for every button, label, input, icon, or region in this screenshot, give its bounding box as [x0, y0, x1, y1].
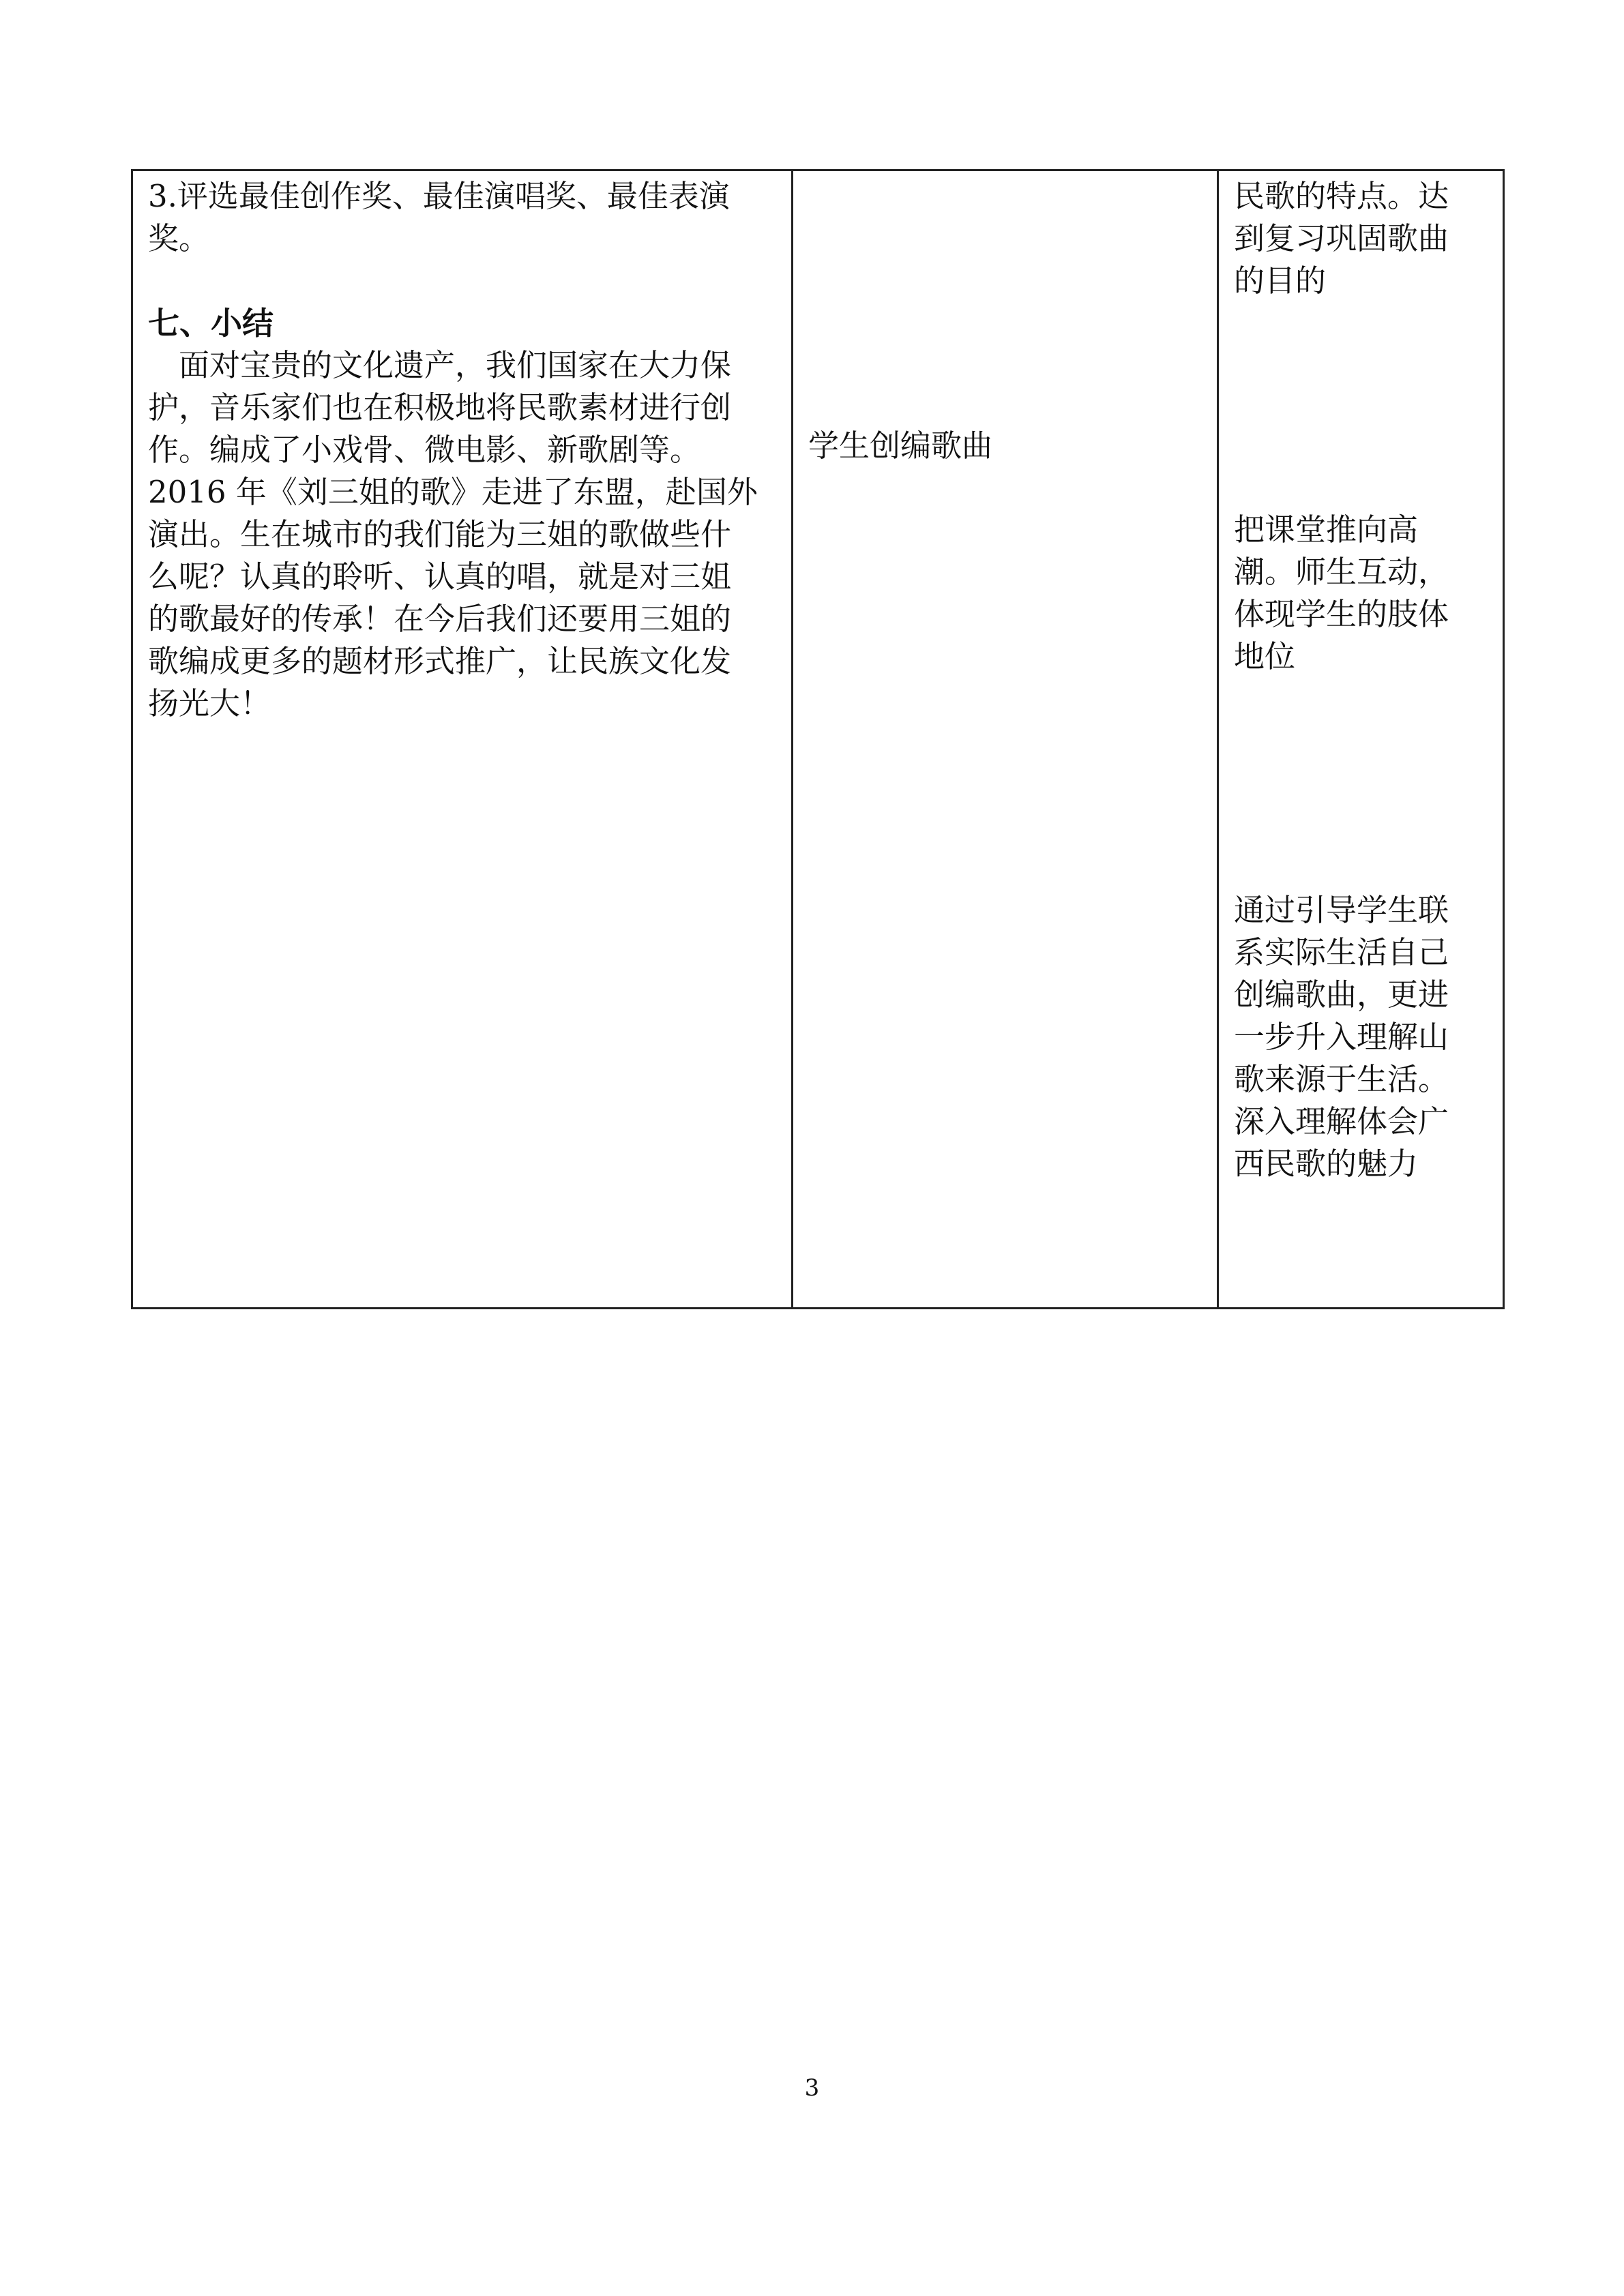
item3-line-1: 3.评选最佳创作奖、最佳演唱奖、最佳表演: [148, 178, 730, 214]
summary-line: 的歌最好的传承！在今后我们还要用三姐的: [148, 601, 732, 637]
intent2-line: 潮。师生互动，: [1234, 554, 1449, 590]
student-activity-text: 学生创编歌曲: [808, 428, 993, 464]
intent3-line: 一步升入理解山: [1234, 1019, 1449, 1055]
intent3-line: 系实际生活自己: [1234, 934, 1449, 970]
intent2-line: 体现学生的肢体: [1234, 596, 1449, 632]
intent3-line: 通过引导学生联: [1234, 892, 1449, 928]
student-activity-cell: [793, 171, 1219, 1307]
section-heading-summary: 七、小结: [148, 305, 274, 342]
summary-line: 演出。生在城市的我们能为三姐的歌做些什: [148, 516, 732, 552]
item3-line-2: 奖。: [148, 220, 210, 256]
intent3-line: 创编歌曲，更进: [1234, 976, 1449, 1013]
intent3-line: 歌来源于生活。: [1234, 1061, 1449, 1097]
design-intent-3: [1234, 889, 1449, 1185]
summary-line: 2016 年《刘三姐的歌》走进了东盟，赴国外: [148, 474, 758, 510]
teaching-process-cell: [133, 171, 793, 1307]
summary-line: 作。编成了小戏骨、微电影、新歌剧等。: [148, 432, 701, 468]
lesson-plan-table: [131, 169, 1505, 1309]
design-intent-2: [1234, 509, 1449, 678]
intent1-line: 民歌的特点。达: [1234, 178, 1449, 214]
summary-line: 护，音乐家们也在积极地将民歌素材进行创: [148, 389, 732, 426]
intent1-line: 到复习巩固歌曲: [1234, 220, 1449, 256]
intent2-line: 地位: [1234, 638, 1296, 674]
summary-line: 扬光大！: [148, 685, 271, 721]
summary-line: 歌编成更多的题材形式推广，让民族文化发: [148, 643, 732, 679]
intent3-line: 深入理解体会广: [1234, 1103, 1449, 1139]
intent1-line: 的目的: [1234, 263, 1327, 299]
page-number: 3: [804, 2074, 820, 2102]
intent2-line: 把课堂推向高: [1234, 511, 1419, 548]
summary-line: 么呢？认真的聆听、认真的唱，就是对三姐: [148, 558, 732, 595]
summary-line: 面对宝贵的文化遗产，我们国家在大力保: [148, 347, 732, 383]
intent3-line: 西民歌的魅力: [1234, 1146, 1419, 1182]
design-intent-cell: [1219, 171, 1505, 1307]
design-intent-1: [1234, 175, 1449, 302]
